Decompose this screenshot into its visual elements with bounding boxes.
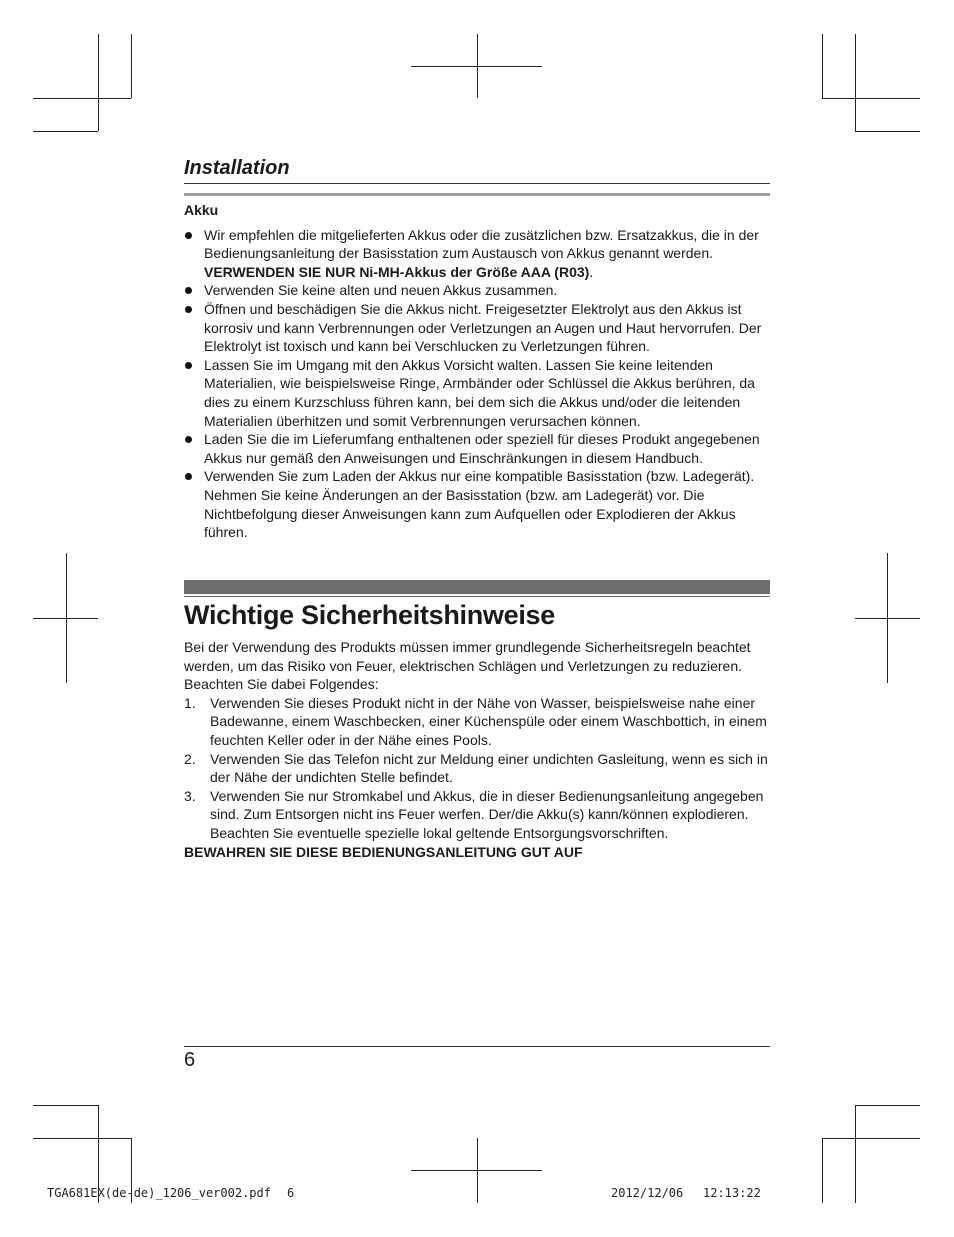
list-item-text: Verwenden Sie zum Laden der Akkus nur eine kompatible Basisstation (bzw. Ladegerät). Nehmen Sie keine Änderungen an der Basisstation (bzw. am Ladegerät) vor. Die Nichtbefolgung dieser Anweisungen kann zum Aufquellen oder Explodieren der Akkus führen. xyxy=(204,468,755,541)
list-item xyxy=(184,430,770,467)
bullet-icon xyxy=(185,306,192,313)
list-item-text: Wir empfehlen die mitgelieferten Akkus oder die zusätzlichen bzw. Ersatzakkus, die in der Bedienungsanleitung der Basisstation zum Austausch von Akkus genannt werden. xyxy=(204,226,759,262)
crop-mark-line xyxy=(822,1138,823,1203)
header-rule-grey xyxy=(184,193,770,196)
list-item-text: Verwenden Sie keine alten und neuen Akkus zusammen. xyxy=(204,282,558,299)
akku-section xyxy=(184,201,770,542)
crop-mark-line xyxy=(98,34,99,131)
bullet-icon xyxy=(185,436,192,443)
list-item-number: 1. xyxy=(184,694,196,711)
footer-date: 2012/12/06 xyxy=(611,1186,684,1200)
list-item-number: 3. xyxy=(184,787,196,804)
header-rule xyxy=(184,183,770,184)
list-item-text: Öffnen und beschädigen Sie die Akkus nicht. Freigesetzter Elektrolyt aus den Akkus ist korrosiv und kann Verbrennungen oder Verletzungen an Augen und Haut hervorrufen. Der Elektrolyt ist toxisch und kann bei Verschlucken zu Verletzungen führen. xyxy=(204,300,762,355)
list-item-text: Verwenden Sie nur Stromkabel und Akkus, die in dieser Bedienungsanleitung angegeben sind. Zum Entsorgen nicht ins Feuer werfen. Der/die Akku(s) kann/können explodieren. Beachten Sie eventuelle spezielle lokal geltende Entsorgungsvorschriften. xyxy=(210,787,764,841)
crop-mark-line xyxy=(822,98,920,99)
list-item-text: Lassen Sie im Umgang mit den Akkus Vorsicht walten. Lassen Sie keine leitenden Materialien, wie beispielsweise Ringe, Armbänder oder Schlüssel die Akkus berühren, da dies zu einem Kurzschluss führen kann, bei dem sich die Akkus und/oder die leitenden Materialien überhitzen und somit Verbrennungen verursachen können. xyxy=(204,356,755,429)
crop-mark-line xyxy=(855,1105,856,1203)
crop-mark-line xyxy=(33,98,131,99)
crop-mark-line xyxy=(855,1105,920,1106)
safety-list xyxy=(184,694,770,843)
crop-mark-line xyxy=(855,34,856,131)
footer-file: TGA681EX(de-de)_1206_ver002.pdf xyxy=(47,1186,271,1200)
crop-mark-line xyxy=(33,618,98,619)
crop-mark-line xyxy=(33,131,98,132)
list-item-text: Verwenden Sie das Telefon nicht zur Meldung einer undichten Gasleitung, wenn es sich in der Nähe der undichten Stelle befindet. xyxy=(210,750,768,786)
akku-list xyxy=(184,226,770,542)
akku-heading: Akku xyxy=(184,202,219,218)
section-title: Installation xyxy=(184,157,290,179)
list-item xyxy=(184,300,770,356)
list-item-text: Verwenden Sie dieses Produkt nicht in der Nähe von Wasser, beispielsweise nahe einer Badewanne, einem Waschbecken, einer Küchenspüle oder einem Waschbottich, in einem feuchten Keller oder in der Nähe eines Pools. xyxy=(210,694,767,748)
crop-mark-line xyxy=(855,131,920,132)
section-bar-rule xyxy=(184,596,770,597)
section-header xyxy=(184,156,770,180)
footer-time: 12:13:22 xyxy=(703,1186,761,1200)
list-item xyxy=(184,750,770,787)
safety-section xyxy=(184,638,770,861)
page-number: 6 xyxy=(184,1049,196,1071)
list-item xyxy=(184,281,770,300)
bullet-icon xyxy=(185,287,192,294)
footer-rule xyxy=(184,1046,770,1047)
list-item xyxy=(184,787,770,843)
crop-mark-line xyxy=(131,34,132,98)
safety-title: Wichtige Sicherheitshinweise xyxy=(184,600,555,630)
list-item-number: 2. xyxy=(184,750,196,767)
list-item xyxy=(184,226,770,282)
crop-mark-line xyxy=(822,34,823,98)
crop-mark-line xyxy=(822,1138,920,1139)
crop-mark-line xyxy=(33,1138,131,1139)
safety-intro: Bei der Verwendung des Produkts müssen immer grundlegende Sicherheitsregeln beachtet werden, um das Risiko von Feuer, elektrischen Schlägen und Verletzungen zu reduzieren. Beachten Sie dabei Folgendes: xyxy=(184,639,751,693)
bullet-icon xyxy=(185,473,192,480)
crop-mark-line xyxy=(33,1105,98,1106)
list-item xyxy=(184,467,770,541)
list-item-suffix: . xyxy=(589,263,594,280)
footer-page: 6 xyxy=(287,1186,295,1200)
crop-mark-line xyxy=(855,618,920,619)
list-item xyxy=(184,356,770,430)
bullet-icon xyxy=(185,362,192,369)
safety-closing: BEWAHREN SIE DIESE BEDIENUNGSANLEITUNG GUT AUF xyxy=(184,843,583,860)
list-item xyxy=(184,694,770,750)
crop-mark-line xyxy=(411,66,542,67)
list-item-bold-text: VERWENDEN SIE NUR Ni-MH-Akkus der Größe AAA (R03) xyxy=(204,263,590,280)
section-bar xyxy=(184,580,770,594)
list-item-text: Laden Sie die im Lieferumfang enthaltenen oder speziell für dieses Produkt angegebenen Akkus nur gemäß den Anweisungen und Einschränkungen in diesem Handbuch. xyxy=(204,431,760,466)
crop-mark-line xyxy=(411,1170,542,1171)
bullet-icon xyxy=(185,232,192,239)
